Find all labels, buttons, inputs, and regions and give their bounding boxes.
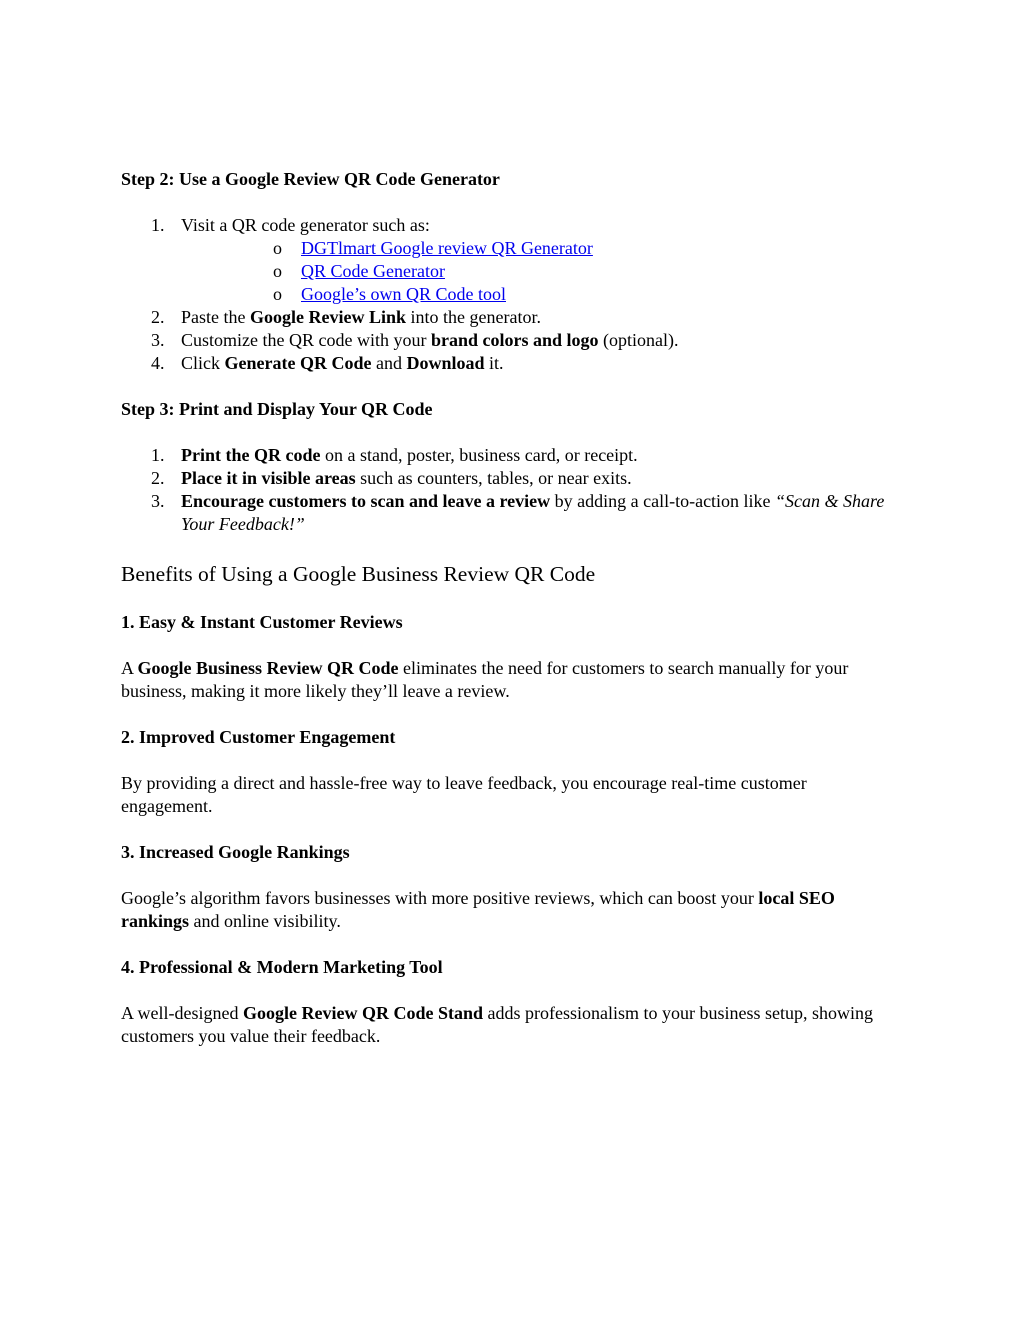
link-dgtlmart-generator[interactable]: DGTlmart Google review QR Generator bbox=[301, 238, 593, 258]
text-run: such as counters, tables, or near exits. bbox=[355, 468, 632, 488]
text-run: A bbox=[121, 658, 138, 678]
text-run: and online visibility. bbox=[189, 911, 341, 931]
benefit3-title: 3. Increased Google Rankings bbox=[121, 842, 350, 862]
text-run: Google’s algorithm favors businesses with more positive reviews, which can boost your bbox=[121, 888, 759, 908]
benefit2-title: 2. Improved Customer Engagement bbox=[121, 727, 396, 747]
step2-list bbox=[121, 214, 901, 375]
bold-text: local SEO rankings bbox=[121, 888, 835, 931]
bullet-icon: o bbox=[273, 284, 282, 304]
text-run: (optional). bbox=[598, 330, 679, 350]
bold-text: Google Review QR Code Stand bbox=[242, 1003, 483, 1023]
text-run: adds professionalism to your business setup, showing customers you value their feedback. bbox=[121, 1003, 873, 1046]
benefit2-paragraph: By providing a direct and hassle-free way to leave feedback, you encourage real-time customer engagement. bbox=[121, 773, 807, 816]
list-number: 4. bbox=[151, 353, 165, 373]
list-item bbox=[121, 329, 901, 352]
list-number: 2. bbox=[151, 468, 165, 488]
list-item bbox=[181, 237, 901, 260]
benefit4-paragraph bbox=[121, 1002, 901, 1048]
list-item-text: Visit a QR code generator such as: bbox=[181, 215, 430, 235]
list-number: 3. bbox=[151, 491, 165, 511]
bullet-icon: o bbox=[273, 261, 282, 281]
text-run: Click bbox=[181, 353, 225, 373]
bold-text: Print the QR code bbox=[181, 445, 321, 465]
bold-text: Generate QR Code bbox=[224, 353, 372, 373]
step2-heading: Step 2: Use a Google Review QR Code Generator bbox=[121, 169, 500, 189]
bold-text: Google Business Review QR Code bbox=[137, 658, 399, 678]
bold-text: Place it in visible areas bbox=[181, 468, 356, 488]
list-item bbox=[121, 214, 901, 306]
text-run: by adding a call-to-action like bbox=[550, 491, 776, 511]
text-run: it. bbox=[484, 353, 504, 373]
list-number: 1. bbox=[151, 215, 165, 235]
text-run: into the generator. bbox=[406, 307, 541, 327]
text-run: eliminates the need for customers to search manually for your business, making it more likely they’ll leave a review. bbox=[121, 658, 849, 701]
text-run: on a stand, poster, business card, or receipt. bbox=[320, 445, 638, 465]
list-number: 3. bbox=[151, 330, 165, 350]
list-item bbox=[121, 490, 901, 536]
list-item bbox=[121, 306, 901, 329]
list-item bbox=[121, 352, 901, 375]
step3-heading: Step 3: Print and Display Your QR Code bbox=[121, 399, 433, 419]
bold-text: Encourage customers to scan and leave a review bbox=[181, 491, 551, 511]
benefit4-title: 4. Professional & Modern Marketing Tool bbox=[121, 957, 443, 977]
italic-text: “Scan & Share Your Feedback!” bbox=[181, 491, 885, 534]
bold-text: Download bbox=[406, 353, 485, 373]
bullet-icon: o bbox=[273, 238, 282, 258]
benefits-heading: Benefits of Using a Google Business Review QR Code bbox=[121, 562, 596, 586]
benefit1-title: 1. Easy & Instant Customer Reviews bbox=[121, 612, 403, 632]
bold-text: brand colors and logo bbox=[430, 330, 599, 350]
list-item bbox=[121, 467, 901, 490]
document-page bbox=[121, 168, 901, 1048]
text-run: and bbox=[371, 353, 407, 373]
text-run: Paste the bbox=[181, 307, 250, 327]
list-item bbox=[181, 260, 901, 283]
generator-links bbox=[181, 237, 901, 306]
list-number: 1. bbox=[151, 445, 165, 465]
list-item bbox=[121, 444, 901, 467]
text-run: A well-designed bbox=[121, 1003, 243, 1023]
list-number: 2. bbox=[151, 307, 165, 327]
list-item bbox=[181, 283, 901, 306]
link-google-qr-tool[interactable]: Google’s own QR Code tool bbox=[301, 284, 506, 304]
text-run: Customize the QR code with your bbox=[181, 330, 431, 350]
benefit1-paragraph bbox=[121, 657, 901, 703]
step3-list bbox=[121, 444, 901, 536]
bold-text: Google Review Link bbox=[250, 307, 406, 327]
benefit3-paragraph bbox=[121, 887, 901, 933]
link-qr-code-generator[interactable]: QR Code Generator bbox=[301, 261, 445, 281]
